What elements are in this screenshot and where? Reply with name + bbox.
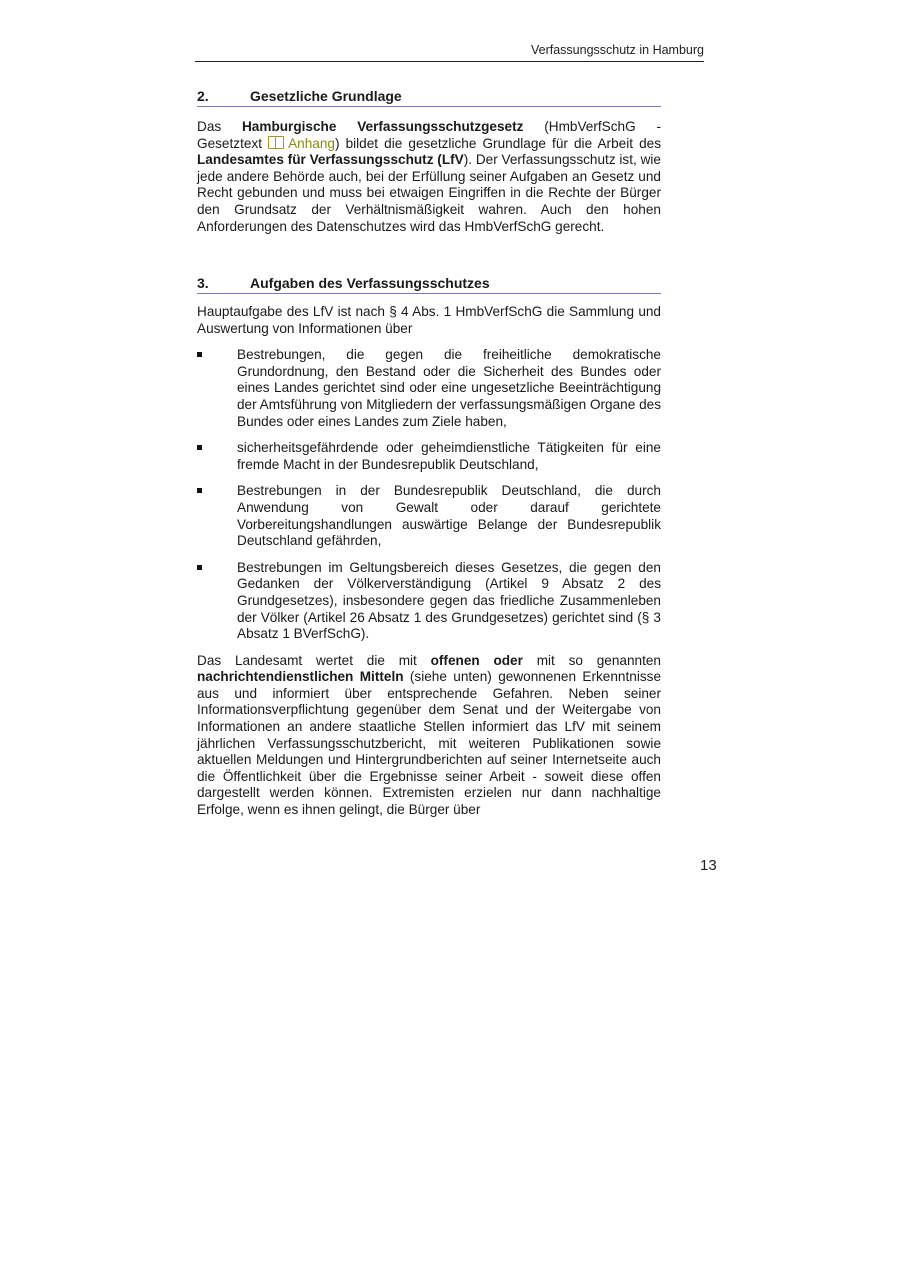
bold-term: Landesamtes für Verfassungsschutz (LfV: [197, 152, 464, 168]
paragraph: Hauptaufgabe des LfV ist nach § 4 Abs. 1 HmbVerfSchG die Sammlung und Auswertung von Informationen über: [197, 304, 661, 336]
section-heading: [197, 274, 661, 294]
section-title: Gesetzliche Grundlage: [250, 88, 402, 104]
list-item: [197, 483, 661, 549]
section-3: [197, 274, 661, 819]
text-run: mit so genannten: [522, 652, 661, 668]
page-number: 13: [700, 857, 717, 874]
paragraph: [197, 119, 661, 235]
section-title: Aufgaben des Verfassungsschutzes: [250, 275, 490, 291]
section-number: 3.: [197, 275, 209, 291]
section-2: [197, 87, 661, 235]
bullet-icon: [197, 565, 202, 570]
list-item: [197, 347, 661, 430]
bullet-icon: [197, 445, 202, 450]
bullet-icon: [197, 352, 202, 357]
list-item-text: Bestrebungen im Geltungsbereich dieses Gesetzes, die gegen den Gedanken der Völkerverständigung (Artikel 9 Absatz 2 des Grundgesetzes), insbesondere gegen das friedliche Zusammenleben der Völker (Artikel 26 Absatz 1 des Grundgesetzes) gerichtet sind (§ 3 Absatz 1 BVerfSchG).: [237, 559, 661, 642]
running-header: Verfassungsschutz in Hamburg: [195, 42, 704, 62]
link-label: Anhang: [288, 135, 335, 151]
list-item: [197, 560, 661, 643]
list-item-text: Bestrebungen, die gegen die freiheitliche demokratische Grundordnung, den Bestand oder die Sicherheit des Bundes oder eines Landes gerichtet sind oder eine ungesetzliche Beeinträchtigung der Amtsführung von Mitgliedern der verfassungsmäßigen Organe des Bundes oder eines Landes zum Ziele haben,: [237, 347, 661, 429]
list-item: [197, 440, 661, 473]
bold-term: nachrichtendienstlichen Mitteln: [197, 669, 404, 685]
text-run: (siehe unten) gewonnenen Erkenntnisse aus und informiert über entsprechende Gefahren. Neben seiner Informationsverpflichtung gegenüber dem Senat und der Weitergabe von Informationen an andere staatliche Stellen informiert das LfV mit seinem jährlichen Verfassungsschutzbericht, mit weiteren Publikationen sowie aktuellen Meldungen und Hintergrundberichten auf seiner Internetseite auch die Öffentlichkeit über die Ergebnisse seiner Arbeit - soweit diese offen dargestellt werden können. Extremisten erzielen nur dann nachhaltige Erfolge, wenn es ihnen gelingt, die Bürger über: [197, 669, 661, 818]
bold-term: offenen oder: [430, 652, 523, 668]
text-run: ). Der Verfassungsschutz ist, wie jede andere Behörde auch, bei der Erfüllung seiner Aufgaben an Gesetz und Recht gebunden und muss bei etwaigen Eingriffen in die Rechte der Bürger den Grundsatz der Verhältnismäßigkeit wahren. Auch den hohen Anforderungen des Datenschutzes wird das HmbVerfSchG gerecht.: [197, 152, 661, 234]
text-run: Das: [197, 119, 242, 134]
section-number: 2.: [197, 88, 209, 104]
book-icon: [268, 136, 284, 149]
list-item-text: Bestrebungen in der Bundesrepublik Deutschland, die durch Anwendung von Gewalt oder darauf gerichtete Vorbereitungshandlungen auswärtige Belange der Bundesrepublik Deutschland gefährden,: [237, 483, 661, 549]
text-run: ) bildet die gesetzliche Grundlage für die Arbeit des: [334, 135, 661, 151]
appendix-link[interactable]: [268, 136, 335, 151]
text-run: Das Landesamt wertet die mit: [197, 652, 431, 668]
paragraph: [197, 653, 661, 819]
bold-term: Hamburgische Verfassungsschutzgesetz: [241, 119, 524, 134]
task-list: [197, 347, 661, 643]
text-run: (HmbVerfSchG - Gesetztext: [197, 119, 661, 151]
bullet-icon: [197, 488, 202, 493]
list-item-text: sicherheitsgefährdende oder geheimdienstliche Tätigkeiten für eine fremde Macht in der Bundesrepublik Deutschland,: [237, 440, 661, 472]
section-heading: [197, 87, 661, 107]
